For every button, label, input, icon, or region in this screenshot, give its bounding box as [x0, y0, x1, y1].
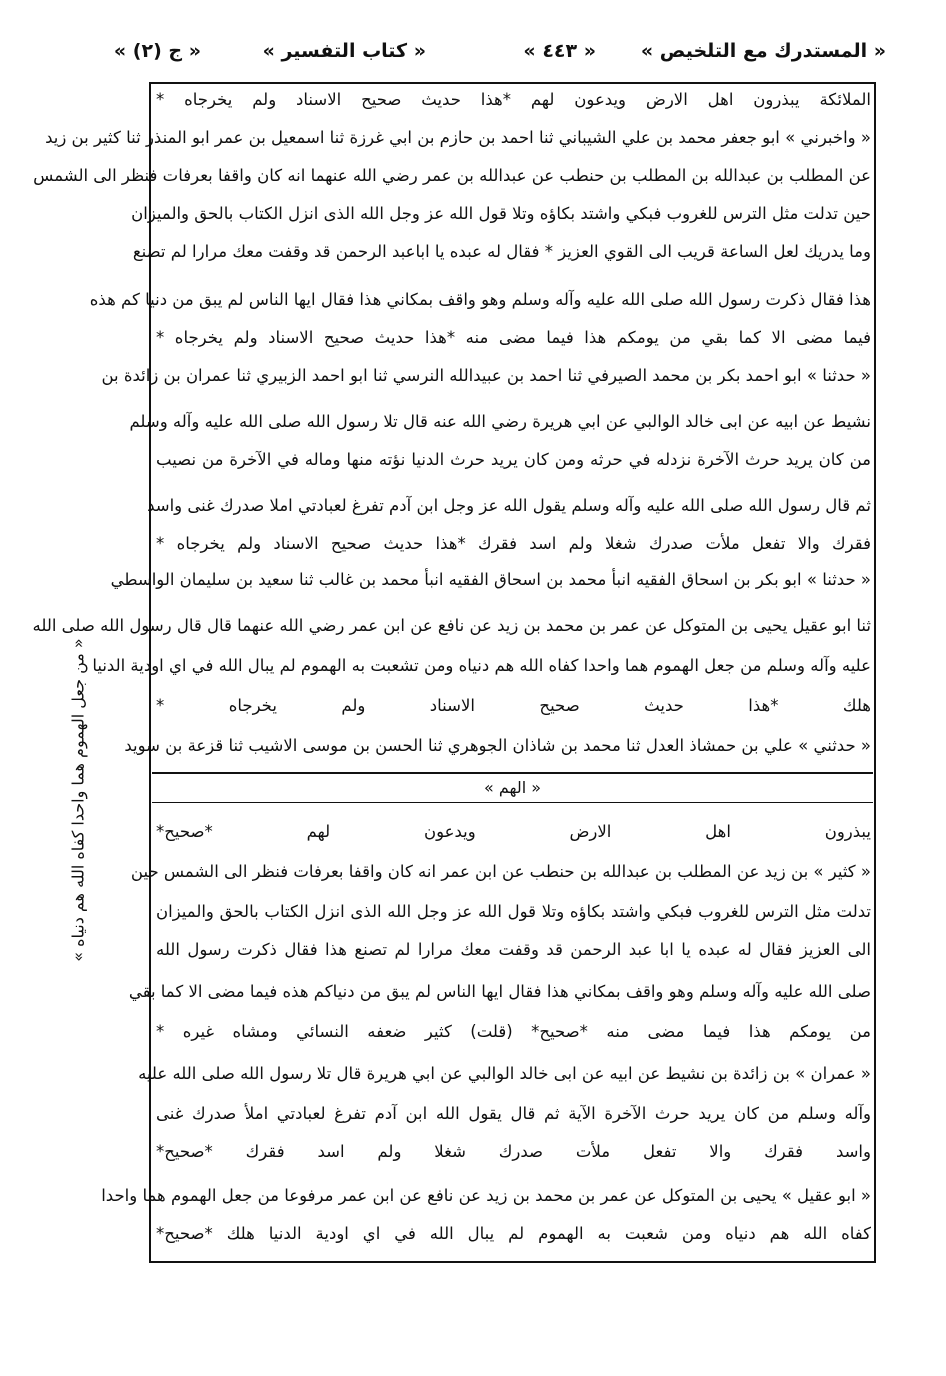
text-line: حين تدلت مثل الترس للغروب فبكي واشتد بكاؤه وتلا قول الله عز وجل الله الذى انزل الكتاب بالحق والميزان: [131, 204, 871, 223]
text-line: هذا فقال ذكرت رسول الله صلى الله عليه وآله وسلم وهو واقف بمكاني هذا فقال ايها الناس لم يبق من دنيا كم هذه: [89, 290, 871, 309]
header-page-number: « ٤٤٣ »: [523, 40, 596, 62]
text-line: هلك *هذا حديث صحيح الاسناد ولم يخرجاه *: [156, 696, 871, 715]
text-line: كفاه الله هم دنياه ومن شعبت به الهموم لم يبال الله في اي اودية الدنيا هلك *صحيح*: [156, 1224, 871, 1243]
text-line: ثم قال رسول الله صلى الله عليه وآله وسلم يقول الله عز وجل ابن آدم تفرغ لعبادتي املا صدرك غنى واسد: [147, 496, 871, 515]
text-line: « كثير » بن زيد عن المطلب بن عبدالله بن حنطب عن ابن عمر انه كان واقفا بعرفات فنظر الى الشمس حين: [130, 862, 871, 881]
header-book-title: « المستدرك مع التلخيص »: [640, 40, 886, 62]
header-section-title: « كتاب التفسير »: [262, 40, 426, 62]
text-line: وآله وسلم من كان يريد حرث الآخرة الآية ثم قال يقول الله ابن آدم تفرغ لعبادتي املأ صدرك غنى: [156, 1104, 871, 1123]
talkhis-heading: « الهم »: [483, 778, 542, 797]
header-volume: « ج (٢) »: [113, 40, 201, 62]
text-line: « عمران » بن زائدة بن نشيط عن ابيه عن ابى خالد الوالبي عن ابي هريرة قال تلا رسول الله صلى الله عليه: [138, 1064, 871, 1083]
text-line: « ابو عقيل » يحيى بن المتوكل عن عمر بن محمد بن زيد عن نافع عن ابن عمر مرفوعا من جعل الهموم هما واحدا: [101, 1186, 871, 1205]
text-line: « حدثني » علي بن حمشاذ العدل ثنا محمد بن شاذان الجوهري ثنا الحسن بن موسى الاشيب ثنا قزعة بن سويد: [124, 736, 871, 755]
text-line: يبذرون اهل الارض ويدعون لهم *صحيح*: [156, 822, 871, 841]
section-divider-lower: [152, 802, 873, 803]
text-line: وما يدريك لعل الساعة قريب الى القوي العزيز * فقال له عبده يا اباعبد الرحمن قد وقفت معك مرارا لم تصنع: [132, 242, 871, 261]
text-line: ثنا ابو عقيل يحيى بن المتوكل عن عمر بن محمد بن زيد عن نافع عن ابن عمر رضي الله عنهما قال قال رسول الله صلى الله: [32, 616, 871, 635]
text-line: من يومكم هذا فيما مضى منه *صحيح* (قلت) كثير ضعفه النسائي ومشاه غيره *: [156, 1022, 871, 1041]
text-line: فقرك والا تفعل ملأت صدرك شغلا ولم اسد فقرك *هذا حديث صحيح الاسناد ولم يخرجاه *: [156, 534, 871, 553]
section-divider: [152, 772, 873, 774]
text-line: واسد فقرك والا تفعل ملأت صدرك شغلا ولم اسد فقرك *صحيح*: [156, 1142, 871, 1161]
text-line: الى العزيز فقال له عبده يا ابا عبد الرحمن قد وقفت معك مرارا لم تصنع هذا فقال ذكرت رسول الله: [156, 940, 871, 959]
text-line: من كان يريد حرث الآخرة نزدله في حرثه ومن كان يريد حرث الدنيا نؤته منها وماله في الآخرة من نصيب: [156, 450, 871, 469]
margin-note: [58, 620, 98, 980]
margin-note-text: « من جعل الهموم هما واحدا كفاه الله هم دنياه »: [68, 638, 88, 962]
text-line: تدلت مثل الترس للغروب فبكي واشتد بكاؤه وتلا قول الله عز وجل الله الذى انزل الكتاب بالحق والميزان: [156, 902, 871, 921]
text-line: صلى الله عليه وآله وسلم وهو واقف بمكاني هذا فقال ايها الناس لم يبق من دنياكم هذه فيما مضى الا كما بقي: [128, 982, 871, 1001]
text-line: عن المطلب بن عبدالله بن المطلب بن حنطب عن عبدالله بن عمر رضي الله عنهما انه كان واقفا بعرفات فنظر الى الشمس: [33, 166, 871, 185]
text-line: « حدثنا » ابو بكر بن اسحاق الفقيه انبأ محمد بن اسحاق الفقيه انبأ محمد بن غالب ثنا سعيد بن سليمان الواسطي: [110, 570, 871, 589]
text-line: عليه وآله وسلم من جعل الهموم هما واحدا كفاه الله هم دنياه ومن تشعبت به الهموم لم يبال الله في اي اودية الدنيا: [92, 656, 871, 675]
text-line: « حدثنا » ابو احمد بكر بن محمد الصيرفي ثنا احمد بن عبيدالله النرسي ثنا ابو احمد الزبيري ثنا عمران بن زائدة بن: [101, 366, 871, 385]
text-line: نشيط عن ابيه عن ابى خالد الوالبي عن ابي هريرة رضي الله عنه قال تلا رسول الله صلى الله عليه وآله وسلم: [129, 412, 871, 431]
text-line: « واخبرني » ابو جعفر محمد بن علي الشيباني ثنا احمد بن حازم بن ابي غرزة ثنا اسمعيل بن عمر ابو المنذر ثنا كثير بن زيد: [45, 128, 871, 147]
text-line: الملائكة يبذرون اهل الارض ويدعون لهم *هذا حديث صحيح الاسناد ولم يخرجاه *: [156, 90, 871, 109]
text-line: فيما مضى الا كما بقي من يومكم هذا فيما مضى منه *هذا حديث صحيح الاسناد ولم يخرجاه *: [156, 328, 871, 347]
